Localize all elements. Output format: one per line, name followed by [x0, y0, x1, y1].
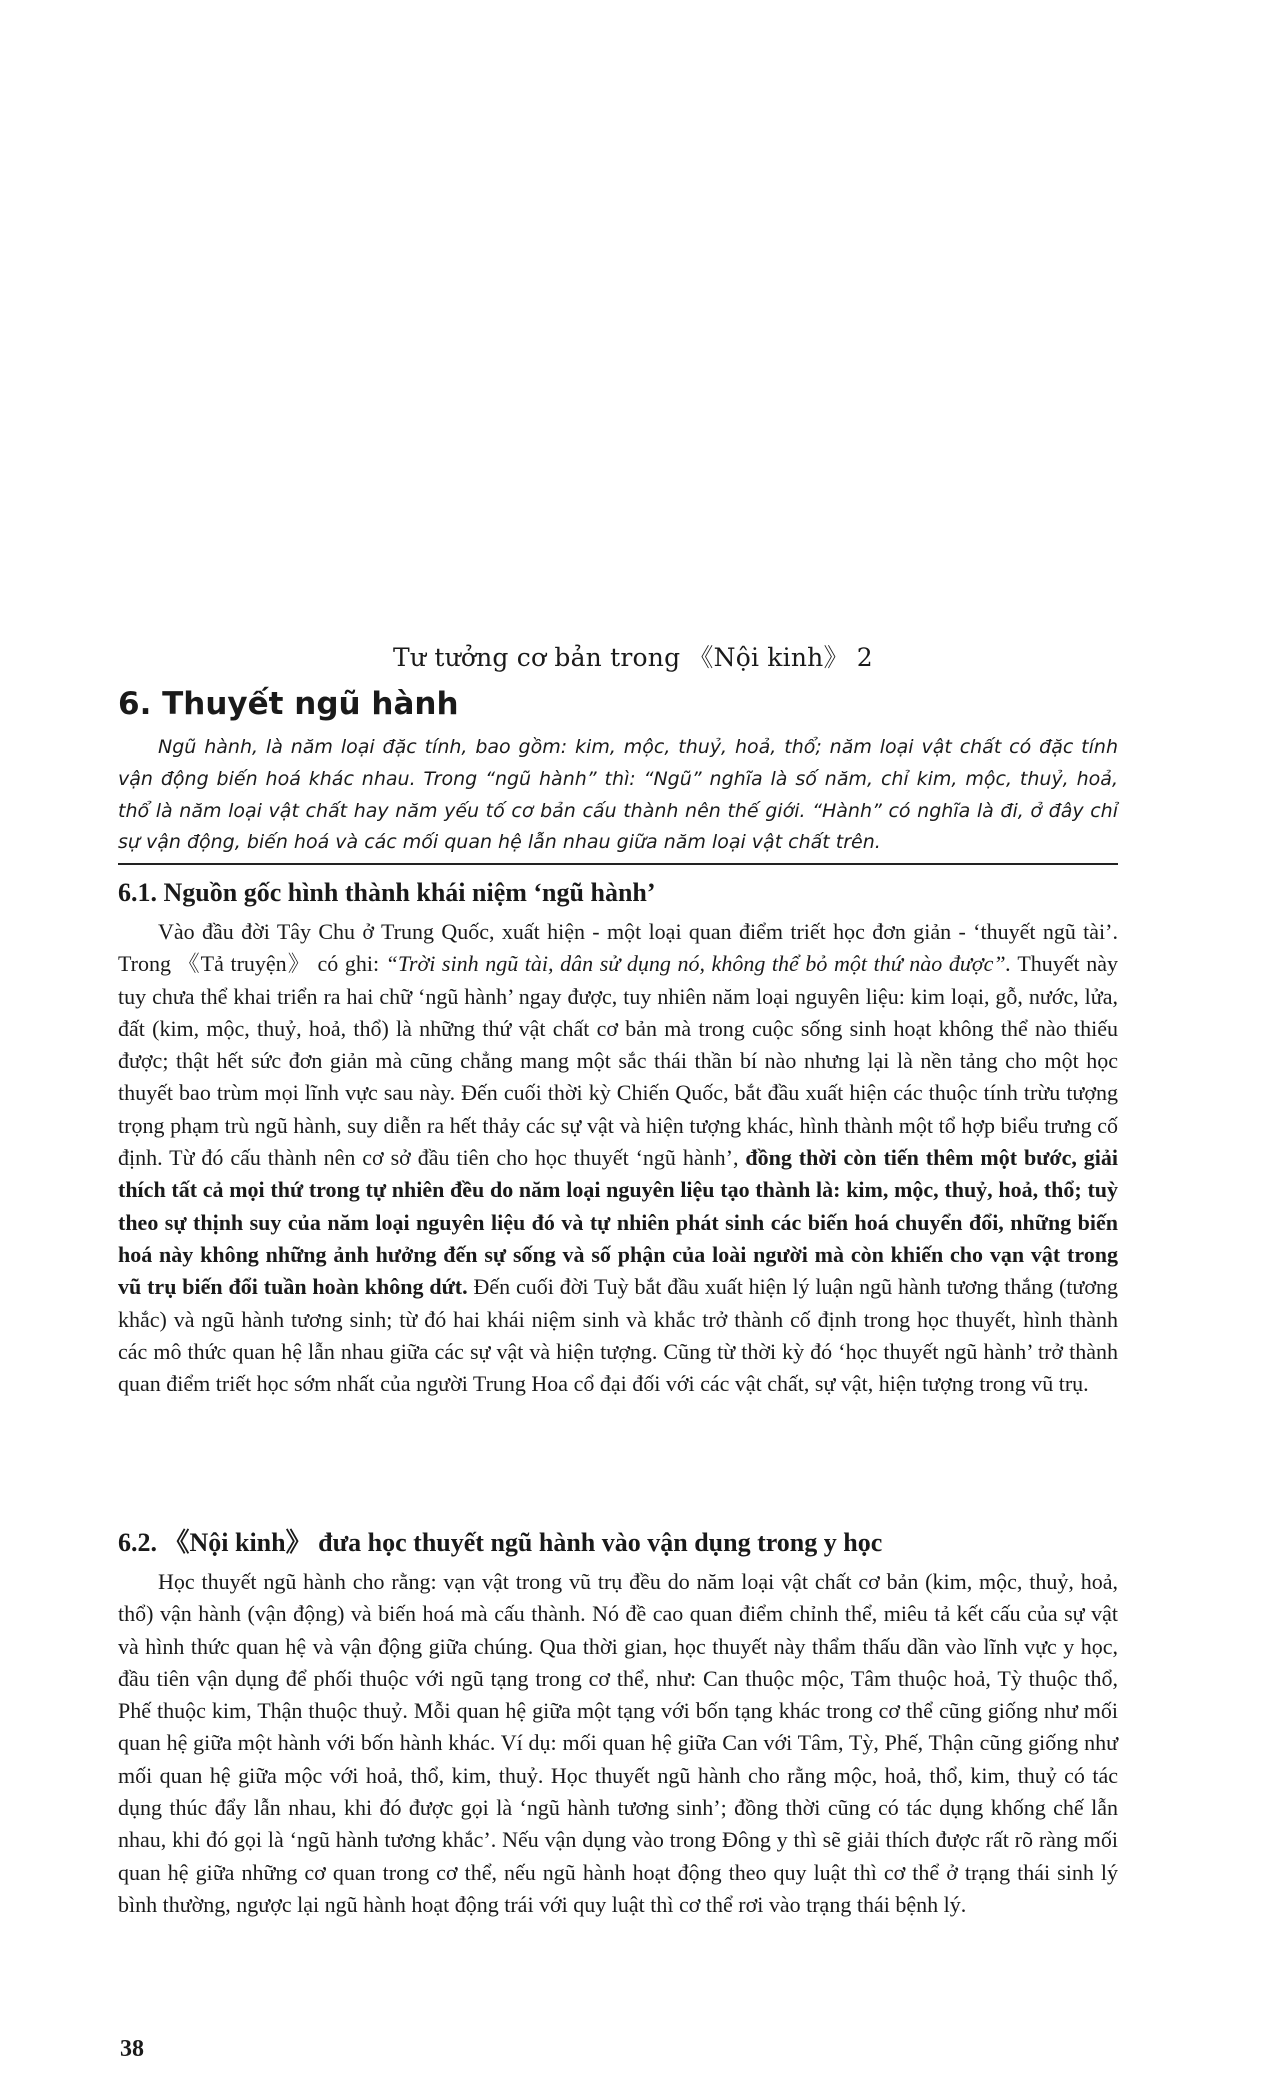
text-run: Thuyết này tuy chưa thể khai triển ra hai chữ ‘ngũ hành’ ngay được, tuy nhiên năm loại nguyên liệu: kim loại, gỗ, nước, lửa, đất (kim, mộc, thuỷ, hoả, thổ) là những thứ vật chất cơ bản mà trong cuộc sống sinh hoạt không thể nào thiếu được; thật hết sức đơn giản mà cũng chẳng mang một sắc thái thần bí nào nhưng lại là nền tảng cho một học thuyết bao trùm mọi lĩnh vực sau này. Đến cuối thời kỳ Chiến Quốc, bắt đầu xuất hiện các thuộc tính trừu tượng trọng phạm trù ngũ hành, suy diễn ra hết thảy các sự vật và hiện tượng khác, hình thành một tổ hợp biểu trưng cố định. Từ đó cấu thành nên cơ sở đầu tiên cho học thuyết ‘ngũ hành’, [118, 951, 1118, 1171]
body-paragraph: Học thuyết ngũ hành cho rằng: vạn vật trong vũ trụ đều do năm loại vật chất cơ bản (kim, mộc, thuỷ, hoả, thổ) vận hành (vận động) và biến hoá mà cấu thành. Nó đề cao quan điểm chỉnh thể, miêu tả kết cấu của sự vật và hình thức quan hệ và vận động giữa chúng. Qua thời gian, học thuyết này thẩm thấu dần vào lĩnh vực y học, đầu tiên vận dụng để phối thuộc với ngũ tạng trong cơ thể, như: Can thuộc mộc, Tâm thuộc hoả, Tỳ thuộc thổ, Phế thuộc kim, Thận thuộc thuỷ. Mỗi quan hệ giữa một tạng với bốn tạng khác trong cơ thể cũng giống như mối quan hệ giữa một hành với bốn hành khác. Ví dụ: mối quan hệ giữa Can với Tâm, Tỳ, Phế, Thận cũng giống như mối quan hệ giữa mộc với hoả, thổ, kim, thuỷ. Học thuyết ngũ hành cho rằng mộc, hoả, thổ, kim, thuỷ có tác dụng thúc đẩy lẫn nhau, khi đó được gọi là ‘ngũ hành tương sinh’; đồng thời cũng có tác dụng khống chế lẫn nhau, khi đó gọi là ‘ngũ hành tương khắc’. Nếu vận dụng vào trong Đông y thì sẽ giải thích được rất rõ ràng mối quan hệ giữa những cơ quan trong cơ thể, nếu ngũ hành hoạt động theo quy luật thì cơ thể ở trạng thái sinh lý bình thường, ngược lại ngũ hành hoạt động trái với quy luật thì cơ thể rơi vào trạng thái bệnh lý. [118, 1569, 1118, 1917]
section-title: 6.2. 《Nội kinh》 đưa học thuyết ngũ hành vào vận dụng trong y học [118, 1528, 883, 1557]
section-6-1 [118, 876, 1118, 1400]
running-head: Tư tưởng cơ bản trong 《Nội kinh》 2 [393, 643, 873, 672]
chapter-intro: Ngũ hành, là năm loại đặc tính, bao gồm: kim, mộc, thuỷ, hoả, thổ; năm loại vật chất có đặc tính vận động biến hoá khác nhau. Trong “ngũ hành” thì: “Ngũ” nghĩa là số năm, chỉ kim, mộc, thuỷ, hoả, thổ là năm loại vật chất hay năm yếu tố cơ bản cấu thành nên thế giới. “Hành” có nghĩa là đi, ở đây chỉ sự vận động, biến hoá và các mối quan hệ lẫn nhau giữa năm loại vật chất trên. [118, 732, 1118, 865]
body-paragraph [118, 916, 1118, 1400]
text-run: Vào đầu đời Tây Chu ở Trung Quốc, xuất hiện - một loại quan điểm triết học đơn giản - ‘thuyết ngũ tài’. Trong 《Tả truyện》 có ghi: [118, 919, 1118, 977]
section-title: 6.1. Nguồn gốc hình thành khái niệm ‘ngũ hành’ [118, 878, 656, 907]
bold-passage: đồng thời còn tiến thêm một bước, giải thích tất cả mọi thứ trong tự nhiên đều do năm loại nguyên liệu tạo thành là: kim, mộc, thuỷ, hoả, thổ; tuỳ theo sự thịnh suy của năm loại nguyên liệu đó và tự nhiên phát sinh các biến hoá chuyển đổi, những biến hoá này không những ảnh hưởng đến sự sống và số phận của loài người mà còn khiến cho vạn vật trong vũ trụ biến đổi tuần hoàn không dứt. [118, 1145, 1118, 1300]
quotation: “Trời sinh ngũ tài, dân sử dụng nó, không thể bỏ một thứ nào được”. [385, 951, 1012, 977]
text-run: Đến cuối đời Tuỳ bắt đầu xuất hiện lý luận ngũ hành tương thắng (tương khắc) và ngũ hành tương sinh; từ đó hai khái niệm sinh và khắc trở thành cố định trong học thuyết, hình thành các mô thức quan hệ lẫn nhau giữa các sự vật và hiện tượng. Cũng từ thời kỳ đó ‘học thuyết ngũ hành’ trở thành quan điểm triết học sớm nhất của người Trung Hoa cổ đại đối với các vật chất, sự vật, hiện tượng trong vũ trụ. [118, 1274, 1118, 1397]
section-6-2 [118, 1526, 1118, 1921]
chapter-title: 6. Thuyết ngũ hành [118, 686, 459, 722]
page-number: 38 [120, 2036, 144, 2062]
